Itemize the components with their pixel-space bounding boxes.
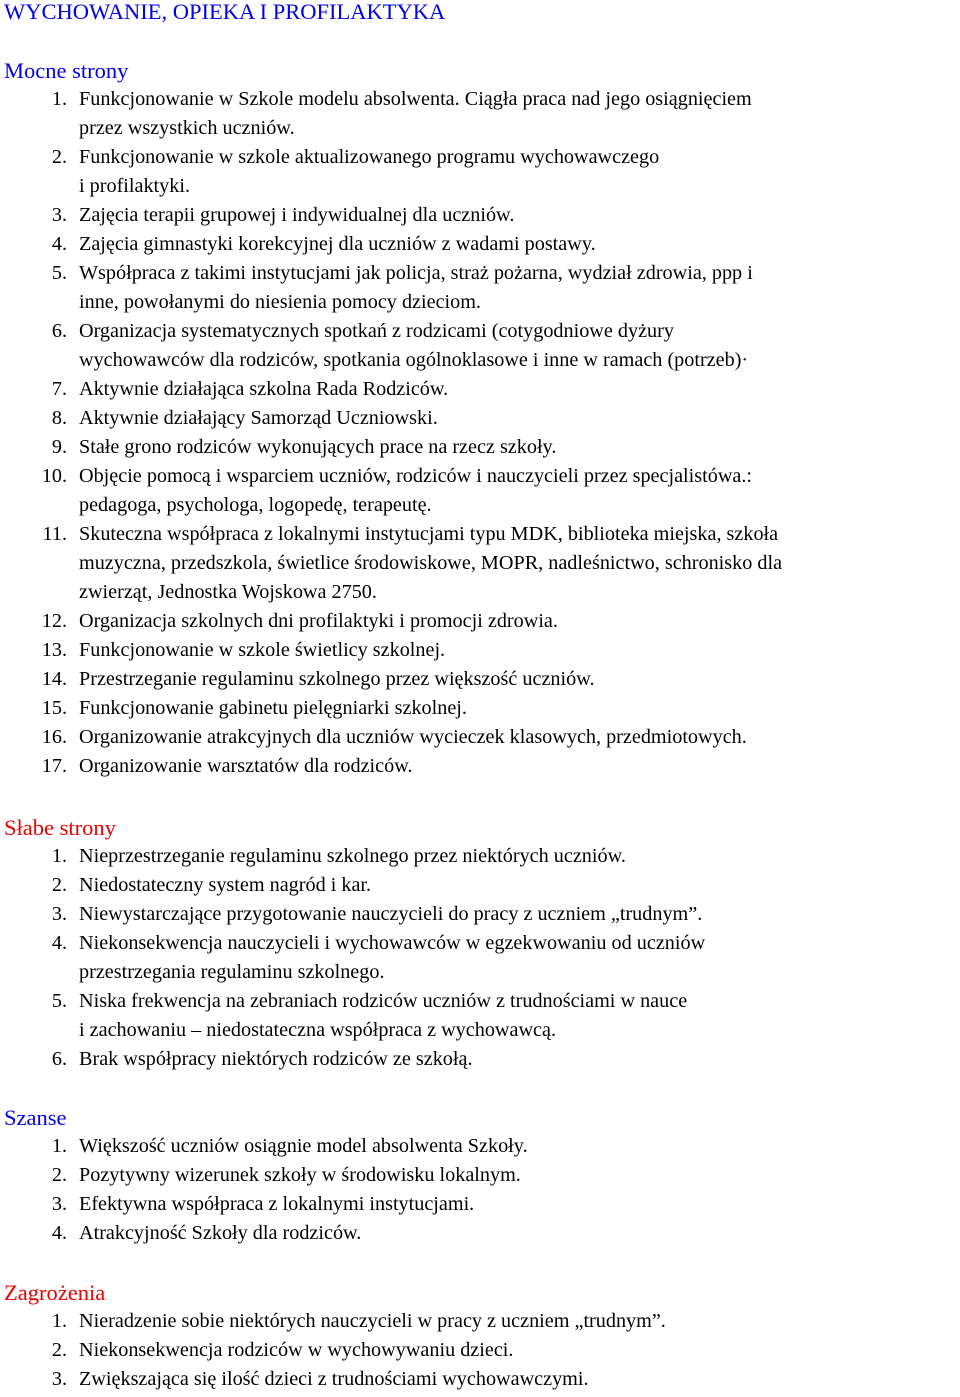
list-item-number: 1.: [51, 845, 67, 867]
list-item-text-line: Funkcjonowanie w szkole świetlicy szkolnej.: [79, 639, 446, 661]
section-threats: [0, 1278, 960, 1394]
list-item-text-line: Niekonsekwencja nauczycieli i wychowawców w egzekwowaniu od uczniów: [79, 932, 706, 954]
list-item: [0, 1336, 960, 1365]
list-item: [0, 607, 960, 636]
list-item: [0, 929, 960, 987]
list-item-text-line: Funkcjonowanie w szkole aktualizowanego programu wychowawczego: [79, 146, 660, 168]
list-item: [0, 752, 960, 781]
list-item-number: 17.: [41, 755, 67, 777]
list-item-text-line: Efektywna współpraca z lokalnymi instytucjami.: [79, 1193, 475, 1215]
opportunities-list: [0, 1132, 960, 1248]
list-item-text-line: Stałe grono rodziców wykonujących prace na rzecz szkoły.: [79, 436, 557, 458]
section-heading-weaknesses: Słabe strony: [4, 815, 116, 840]
list-item-number: 3.: [51, 1368, 67, 1390]
list-item-text-line: Niewystarczające przygotowanie nauczycieli do pracy z uczniem „trudnym”.: [79, 903, 703, 925]
list-item-number: 12.: [41, 610, 67, 632]
list-item-text-line: Organizacja szkolnych dni profilaktyki i promocji zdrowia.: [79, 610, 558, 632]
list-item-text-line: Aktywnie działający Samorząd Uczniowski.: [79, 407, 438, 429]
list-item: [0, 433, 960, 462]
list-item-number: 4.: [51, 932, 67, 954]
list-item: [0, 665, 960, 694]
list-item-text-line: Przestrzeganie regulaminu szkolnego przez większość uczniów.: [79, 668, 595, 690]
list-item-number: 8.: [51, 407, 67, 429]
list-item-text-line: Zwiększająca się ilość dzieci z trudnościami wychowawczymi.: [79, 1368, 589, 1390]
list-item-number: 5.: [51, 262, 67, 284]
list-item-text-line: Funkcjonowanie w Szkole modelu absolwenta. Ciągła praca nad jego osiągnięciem: [79, 88, 752, 110]
list-item-number: 2.: [51, 146, 67, 168]
list-item-number: 6.: [51, 1048, 67, 1070]
list-item: [0, 900, 960, 929]
list-item: [0, 636, 960, 665]
list-item-text-line: Organizowanie atrakcyjnych dla uczniów wycieczek klasowych, przedmiotowych.: [79, 726, 747, 748]
list-item: [0, 987, 960, 1045]
list-item-text-line: zwierząt, Jednostka Wojskowa 2750.: [79, 581, 377, 603]
list-item: [0, 1219, 960, 1248]
list-item: [0, 520, 960, 607]
list-item-number: 3.: [51, 1193, 67, 1215]
list-item-text-line: pedagoga, psychologa, logopedę, terapeutę.: [79, 494, 432, 516]
list-item-number: 14.: [41, 668, 67, 690]
list-item-text-line: Niedostateczny system nagród i kar.: [79, 874, 372, 896]
list-item: [0, 230, 960, 259]
list-item: [0, 375, 960, 404]
list-item-number: 9.: [51, 436, 67, 458]
weaknesses-list: [0, 842, 960, 1074]
list-item-text-line: i zachowaniu – niedostateczna współpraca z wychowawcą.: [79, 1019, 556, 1041]
list-item-text-line: Atrakcyjność Szkoły dla rodziców.: [79, 1222, 362, 1244]
list-item: [0, 1190, 960, 1219]
section-heading-strengths: Mocne strony: [4, 58, 129, 83]
list-item-text-line: muzyczna, przedszkola, świetlice środowiskowe, MOPR, nadleśnictwo, schronisko dla: [79, 552, 783, 574]
list-item: [0, 462, 960, 520]
list-item-number: 6.: [51, 320, 67, 342]
list-item-number: 15.: [41, 697, 67, 719]
list-item: [0, 143, 960, 201]
list-item-text-line: Zajęcia gimnastyki korekcyjnej dla uczniów z wadami postawy.: [79, 233, 596, 255]
list-item-number: 10.: [41, 465, 67, 487]
list-item: [0, 404, 960, 433]
list-item: [0, 1045, 960, 1074]
list-item-text-line: wychowawców dla rodziców, spotkania ogólnoklasowe i inne w ramach (potrzeb)·: [79, 349, 749, 371]
list-item-number: 13.: [41, 639, 67, 661]
list-item: [0, 1365, 960, 1394]
list-item: [0, 694, 960, 723]
list-item: [0, 317, 960, 375]
list-item-text-line: Objęcie pomocą i wsparciem uczniów, rodziców i nauczycieli przez specjalistówa.:: [79, 465, 753, 487]
list-item-text-line: Funkcjonowanie gabinetu pielęgniarki szkolnej.: [79, 697, 467, 719]
list-item-text-line: Pozytywny wizerunek szkoły w środowisku lokalnym.: [79, 1164, 521, 1186]
list-item-text-line: inne, powołanymi do niesienia pomocy dzieciom.: [79, 291, 481, 313]
list-item-text-line: Organizacja systematycznych spotkań z rodzicami (cotygodniowe dyżury: [79, 320, 674, 342]
list-item: [0, 1307, 960, 1336]
strengths-list: [0, 85, 960, 781]
list-item-text-line: Brak współpracy niektórych rodziców ze szkołą.: [79, 1048, 473, 1070]
list-item: [0, 259, 960, 317]
list-item-number: 1.: [51, 1135, 67, 1157]
list-item: [0, 201, 960, 230]
list-item-number: 2.: [51, 874, 67, 896]
threats-list: [0, 1307, 960, 1394]
list-item-number: 11.: [42, 523, 67, 545]
list-item: [0, 1161, 960, 1190]
list-item-number: 2.: [51, 1164, 67, 1186]
list-item: [0, 871, 960, 900]
list-item-text-line: Nieradzenie sobie niektórych nauczycieli w pracy z uczniem „trudnym”.: [79, 1310, 666, 1332]
list-item-text-line: Zajęcia terapii grupowej i indywidualnej dla uczniów.: [79, 204, 515, 226]
list-item-number: 1.: [51, 1310, 67, 1332]
section-heading-opportunities: Szanse: [4, 1105, 67, 1130]
list-item-number: 7.: [51, 378, 67, 400]
list-item: [0, 85, 960, 143]
document-title: WYCHOWANIE, OPIEKA I PROFILAKTYKA: [4, 0, 446, 24]
list-item-number: 1.: [51, 88, 67, 110]
list-item-text-line: Nieprzestrzeganie regulaminu szkolnego przez niektórych uczniów.: [79, 845, 626, 867]
list-item-text-line: Skuteczna współpraca z lokalnymi instytucjami typu MDK, biblioteka miejska, szkoła: [79, 523, 779, 545]
list-item-text-line: Współpraca z takimi instytucjami jak policja, straż pożarna, wydział zdrowia, ppp i: [79, 262, 753, 284]
list-item-number: 16.: [41, 726, 67, 748]
list-item-text-line: Aktywnie działająca szkolna Rada Rodziców.: [79, 378, 449, 400]
list-item-text-line: przestrzegania regulaminu szkolnego.: [79, 961, 385, 983]
section-opportunities: [0, 1103, 960, 1248]
list-item-number: 3.: [51, 204, 67, 226]
section-heading-threats: Zagrożenia: [4, 1280, 106, 1305]
list-item-text-line: i profilaktyki.: [79, 175, 191, 197]
list-item-number: 3.: [51, 903, 67, 925]
section-strengths: [0, 56, 960, 781]
list-item-text-line: przez wszystkich uczniów.: [79, 117, 295, 139]
list-item-text-line: Większość uczniów osiągnie model absolwenta Szkoły.: [79, 1135, 528, 1157]
list-item-text-line: Niska frekwencja na zebraniach rodziców uczniów z trudnościami w nauce: [79, 990, 688, 1012]
section-weaknesses: [0, 813, 960, 1074]
list-item-text-line: Organizowanie warsztatów dla rodziców.: [79, 755, 413, 777]
list-item-number: 4.: [51, 1222, 67, 1244]
list-item-text-line: Niekonsekwencja rodziców w wychowywaniu dzieci.: [79, 1339, 514, 1361]
list-item: [0, 723, 960, 752]
list-item: [0, 1132, 960, 1161]
list-item: [0, 842, 960, 871]
list-item-number: 4.: [51, 233, 67, 255]
list-item-number: 2.: [51, 1339, 67, 1361]
list-item-number: 5.: [51, 990, 67, 1012]
